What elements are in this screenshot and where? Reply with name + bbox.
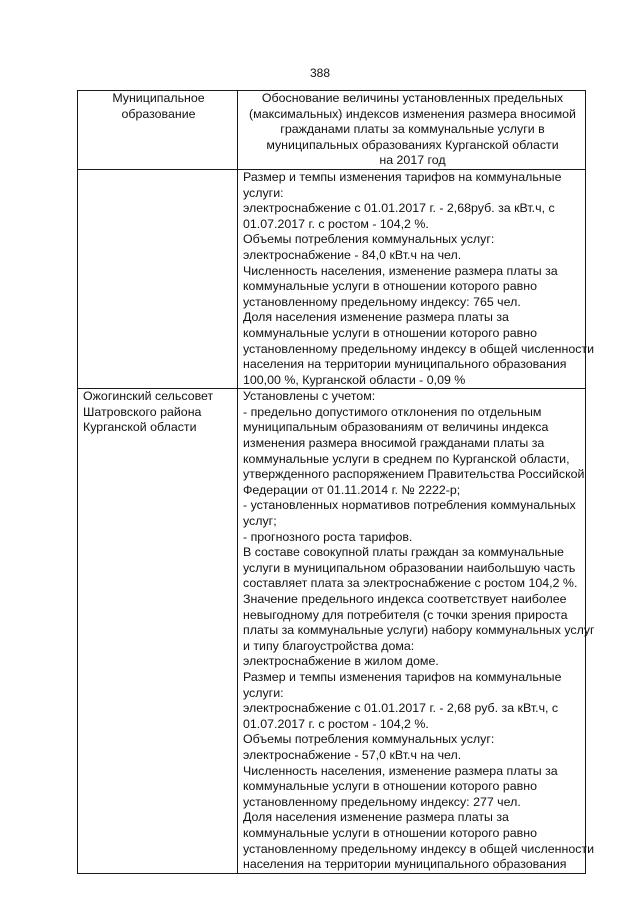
text-line: Объемы потребления коммунальных услуг: — [243, 732, 495, 747]
header-municipality-line: Муниципальное — [112, 91, 205, 105]
table-row — [78, 169, 586, 388]
municipality-line: Курганской области — [83, 420, 197, 435]
text-line: электроснабжение - 84,0 кВт.ч на чел. — [243, 247, 462, 262]
text-line: Доля населения изменение размера платы за — [243, 310, 509, 325]
text-line: услуги: — [243, 685, 284, 700]
text-line: Значение предельного индекса соответствует наиболее — [243, 592, 567, 606]
header-municipality-line: образование — [121, 106, 196, 121]
text-line: установленному предельному индексу: 277 чел. — [243, 794, 521, 809]
text-line: коммунальные услуги в отношении которого равно — [243, 279, 537, 294]
header-justification — [238, 91, 586, 170]
municipality-line: Ожогинский сельсовет — [83, 389, 214, 404]
justification-table — [77, 90, 595, 874]
text-line: услуг; — [243, 514, 277, 529]
text-line: Численность населения, изменение размера платы за — [243, 763, 558, 778]
table-row — [78, 389, 586, 873]
text-line: - установленных нормативов потребления коммунальных — [243, 498, 576, 513]
municipality-line: Шатровского района — [83, 404, 202, 419]
text-line: платы за коммунальные услуги) набору коммунальных услуг — [243, 623, 595, 638]
header-justification-line: Обоснование величины установленных предельных — [261, 91, 564, 105]
text-line: электроснабжение с 01.01.2017 г. - 2,68руб. за кВт.ч, с — [243, 201, 555, 216]
text-line: Численность населения, изменение размера платы за — [243, 263, 558, 278]
text-line: услуги в муниципальном образовании наибольшую часть — [243, 560, 576, 575]
text-line: Размер и темпы изменения тарифов на коммунальные — [243, 669, 562, 684]
text-line: и типу благоустройства дома: — [243, 638, 415, 653]
text-line: 01.07.2017 г. с ростом - 104,2 %. — [243, 716, 429, 731]
text-line: - прогнозного роста тарифов. — [243, 529, 413, 544]
text-line: составляет плата за электроснабжение с ростом 104,2 %. — [243, 576, 578, 591]
text-line: коммунальные услуги в отношении которого равно — [243, 779, 537, 794]
text-line: электроснабжение в жилом доме. — [243, 654, 439, 669]
text-line: услуги: — [243, 185, 284, 200]
text-line: электроснабжение - 57,0 кВт.ч на чел. — [243, 747, 462, 762]
text-line: - предельно допустимого отклонения по отдельным — [243, 404, 542, 419]
text-line: Объемы потребления коммунальных услуг: — [243, 232, 495, 247]
text-line: коммунальные услуги в среднем по Курганской области, — [243, 451, 570, 466]
header-justification-line: гражданами платы за коммунальные услуги в — [280, 122, 545, 137]
header-justification-line: муниципальных образованиях Курганской области — [266, 137, 559, 152]
municipality-cell — [78, 169, 238, 388]
text-line: населения на территории муниципального образования — [243, 857, 567, 872]
text-line: электроснабжение с 01.01.2017 г. - 2,68 руб. за кВт.ч, с — [243, 701, 559, 716]
header-municipality — [78, 91, 238, 170]
header-justification-line: на 2017 год — [379, 153, 446, 168]
text-line: Размер и темпы изменения тарифов на коммунальные — [243, 169, 562, 184]
justification-cell — [238, 169, 595, 388]
table-header-row — [78, 91, 586, 170]
text-line: населения на территории муниципального образования — [243, 357, 567, 372]
text-line: утвержденного распоряжением Правительства Российской — [243, 467, 585, 482]
municipality-cell — [78, 389, 238, 873]
justification-cell — [238, 389, 595, 873]
text-line: коммунальные услуги в отношении которого равно — [243, 825, 537, 840]
text-line: В составе совокупной платы граждан за коммунальные — [243, 545, 564, 560]
text-line: 100,00 %, Курганской области - 0,09 % — [243, 372, 466, 387]
text-line: Федерации от 01.11.2014 г. № 2222-р; — [243, 482, 461, 497]
text-line: Доля населения изменение размера платы за — [243, 810, 509, 825]
text-line: коммунальные услуги в отношении которого равно — [243, 325, 537, 340]
text-line: установленному предельному индексу: 765 чел. — [243, 294, 521, 309]
header-justification-line: (максимальных) индексов изменения размера вносимой — [249, 106, 576, 121]
text-line: муниципальным образованиям от величины индекса — [243, 420, 549, 435]
page-number: 388 — [309, 66, 331, 80]
text-line: 01.07.2017 г. с ростом - 104,2 %. — [243, 216, 429, 231]
text-line: изменения размера вносимой гражданами платы за — [243, 436, 545, 451]
text-line: Установлены с учетом: — [243, 389, 376, 404]
text-line: невыгодному для потребителя (с точки зрения прироста — [243, 607, 568, 622]
text-line: установленному предельному индексу в общей численности — [243, 841, 595, 856]
text-line: установленному предельному индексу в общей численности — [243, 341, 595, 356]
